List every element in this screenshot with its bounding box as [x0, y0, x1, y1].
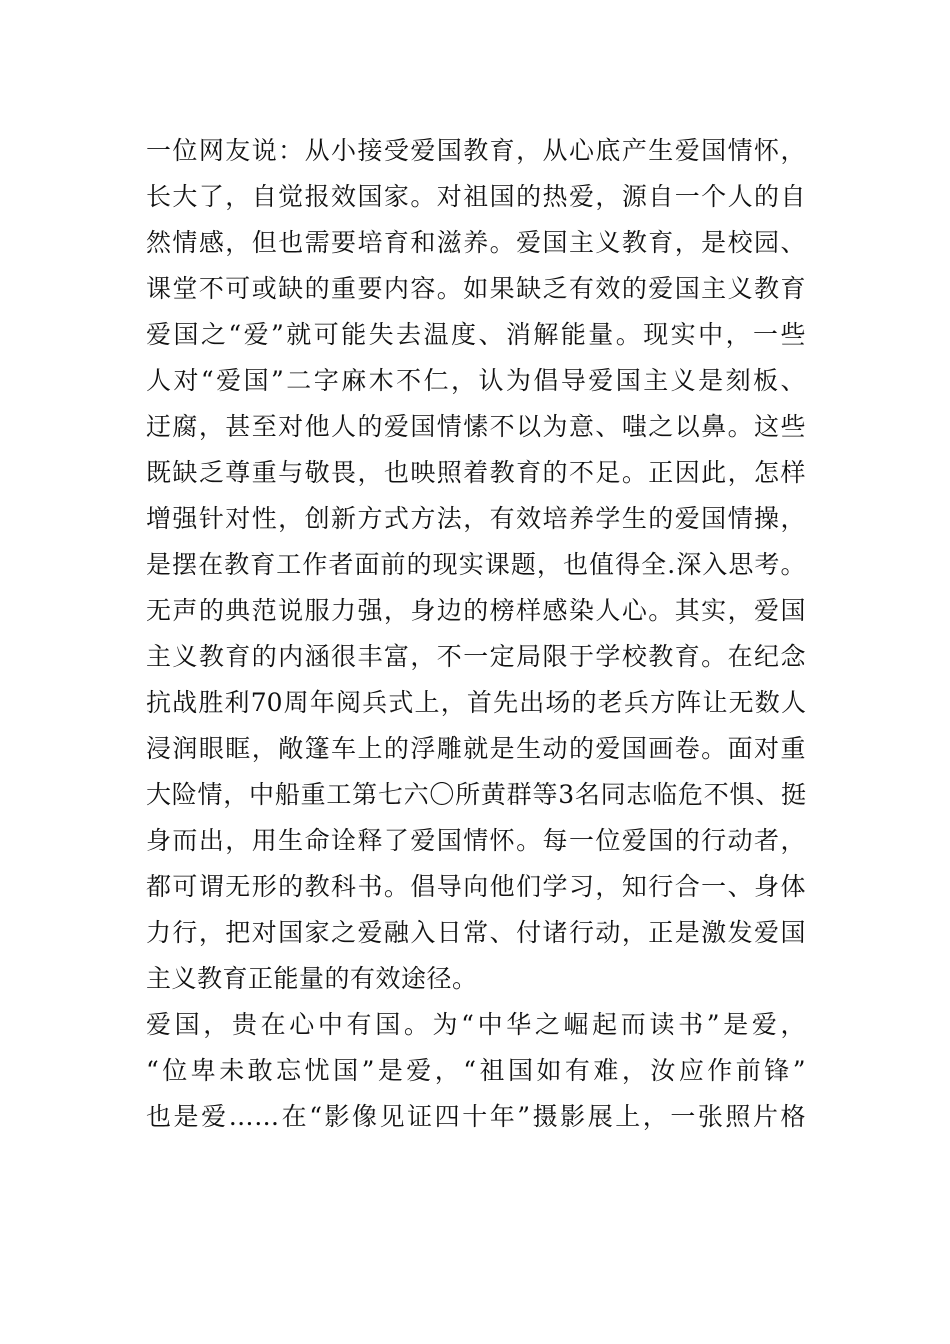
text-line: 增强针对性，创新方式方法，有效培养学生的爱国情操， — [146, 504, 806, 533]
text-line: 然情感，但也需要培育和滋养。爱国主义教育，是校园、 — [146, 228, 806, 257]
text-line: 长大了，自觉报效国家。对祖国的热爱，源自一个人的自 — [146, 182, 806, 211]
text-line: 爱国，贵在心中有国。为“中华之崛起而读书”是爱， — [146, 1010, 806, 1039]
text-line: 是摆在教育工作者面前的现实课题，也值得全.深入思考。 — [146, 550, 806, 579]
text-line: 人对“爱国”二字麻木不仁，认为倡导爱国主义是刻板、 — [146, 366, 806, 395]
text-line: 既缺乏尊重与敬畏，也映照着教育的不足。正因此，怎样 — [146, 458, 806, 487]
text-line: 迂腐，甚至对他人的爱国情愫不以为意、嗤之以鼻。这些 — [146, 412, 806, 441]
text-line: 课堂不可或缺的重要内容。如果缺乏有效的爱国主义教育 — [146, 274, 806, 303]
text-line: 力行，把对国家之爱融入日常、付诸行动，正是激发爱国 — [146, 918, 806, 947]
text-line: 身而出，用生命诠释了爱国情怀。每一位爱国的行动者， — [146, 826, 806, 855]
text-line: 一位网友说：从小接受爱国教育，从心底产生爱国情怀， — [146, 136, 806, 165]
text-line: 也是爱……在“影像见证四十年”摄影展上，一张照片格 — [146, 1102, 806, 1131]
text-line: 大险情，中船重工第七六〇所黄群等3名同志临危不惧、挺 — [146, 780, 806, 809]
document-body — [146, 128, 806, 1140]
text-line: 爱国之“爱”就可能失去温度、消解能量。现实中，一些 — [146, 320, 806, 349]
text-line: 浸润眼眶，敞篷车上的浮雕就是生动的爱国画卷。面对重 — [146, 734, 806, 763]
text-line: 抗战胜利70周年阅兵式上，首先出场的老兵方阵让无数人 — [146, 688, 806, 717]
text-line: 无声的典范说服力强，身边的榜样感染人心。其实，爱国 — [146, 596, 806, 625]
text-line: “位卑未敢忘忧国”是爱，“祖国如有难，汝应作前锋” — [146, 1056, 806, 1085]
text-line: 主义教育的内涵很丰富，不一定局限于学校教育。在纪念 — [146, 642, 806, 671]
text-line: 主义教育正能量的有效途径。 — [146, 964, 478, 993]
text-line: 都可谓无形的教科书。倡导向他们学习，知行合一、身体 — [146, 872, 806, 901]
